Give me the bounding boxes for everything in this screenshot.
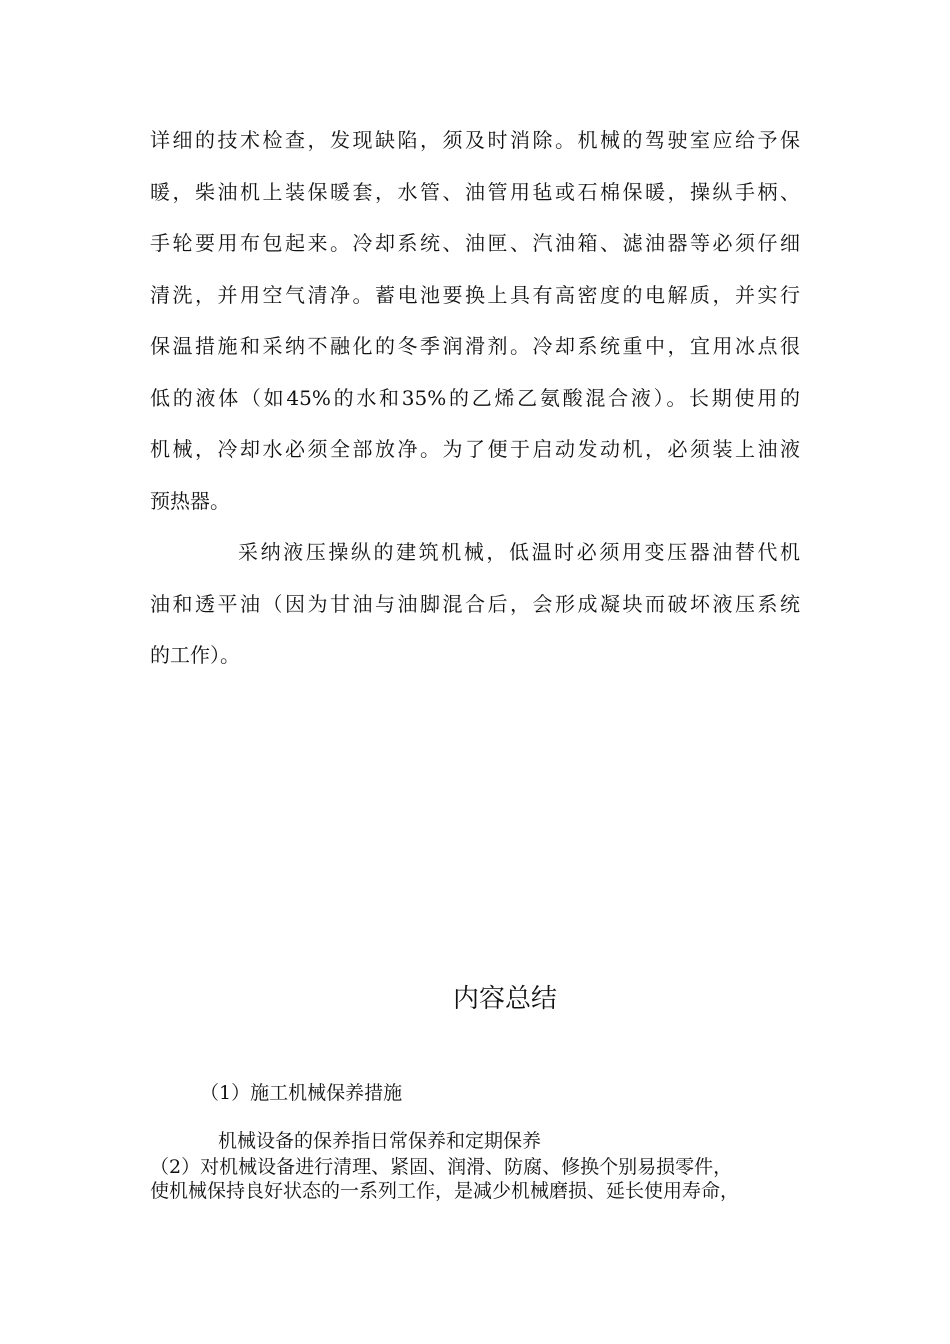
paragraph-line: 预热器。	[150, 488, 230, 513]
paragraph-line: 暖，柴油机上装保暖套，水管、油管用毡或石棉保暖，操纵手柄、	[150, 179, 800, 204]
paragraph-line: 保温措施和采纳不融化的冬季润滑剂。冷却系统重中，宜用冰点很	[150, 334, 800, 358]
summary-item-2-continued: 使机械保持良好状态的一系列工作，是减少机械磨损、延长使用寿命，	[150, 1180, 740, 1202]
paragraph-line: 低的液体（如45%的水和35%的乙烯乙氨酸混合液）。长期使用的	[150, 385, 800, 410]
paragraph-line: 详细的技术检查，发现缺陷，须及时消除。机械的驾驶室应给予保	[150, 128, 800, 152]
paragraph-line: 机械，冷却水必须全部放净。为了便于启动发动机，必须装上油液	[150, 437, 800, 461]
summary-item-1: （1）施工机械保养措施	[200, 1082, 403, 1104]
summary-heading: 内容总结	[452, 984, 557, 1014]
paragraph-line: 采纳液压操纵的建筑机械，低温时必须用变压器油替代机	[238, 540, 800, 564]
summary-item-2: （2）对机械设备进行清理、紧固、润滑、防腐、修换个别易损零件，	[150, 1156, 733, 1178]
paragraph-line: 的工作）。	[150, 643, 240, 667]
paragraph-line: 手轮要用布包起来。冷却系统、油匣、汽油箱、滤油器等必须仔细	[150, 231, 800, 255]
body-paragraphs	[150, 115, 800, 682]
summary-item-1-detail: 机械设备的保养指日常保养和定期保养	[218, 1130, 542, 1152]
paragraph-line: 清洗，并用空气清净。蓄电池要换上具有高密度的电解质，并实行	[150, 282, 800, 307]
paragraph-line: 油和透平油（因为甘油与油脚混合后，会形成凝块而破坏液压系统	[150, 591, 800, 616]
